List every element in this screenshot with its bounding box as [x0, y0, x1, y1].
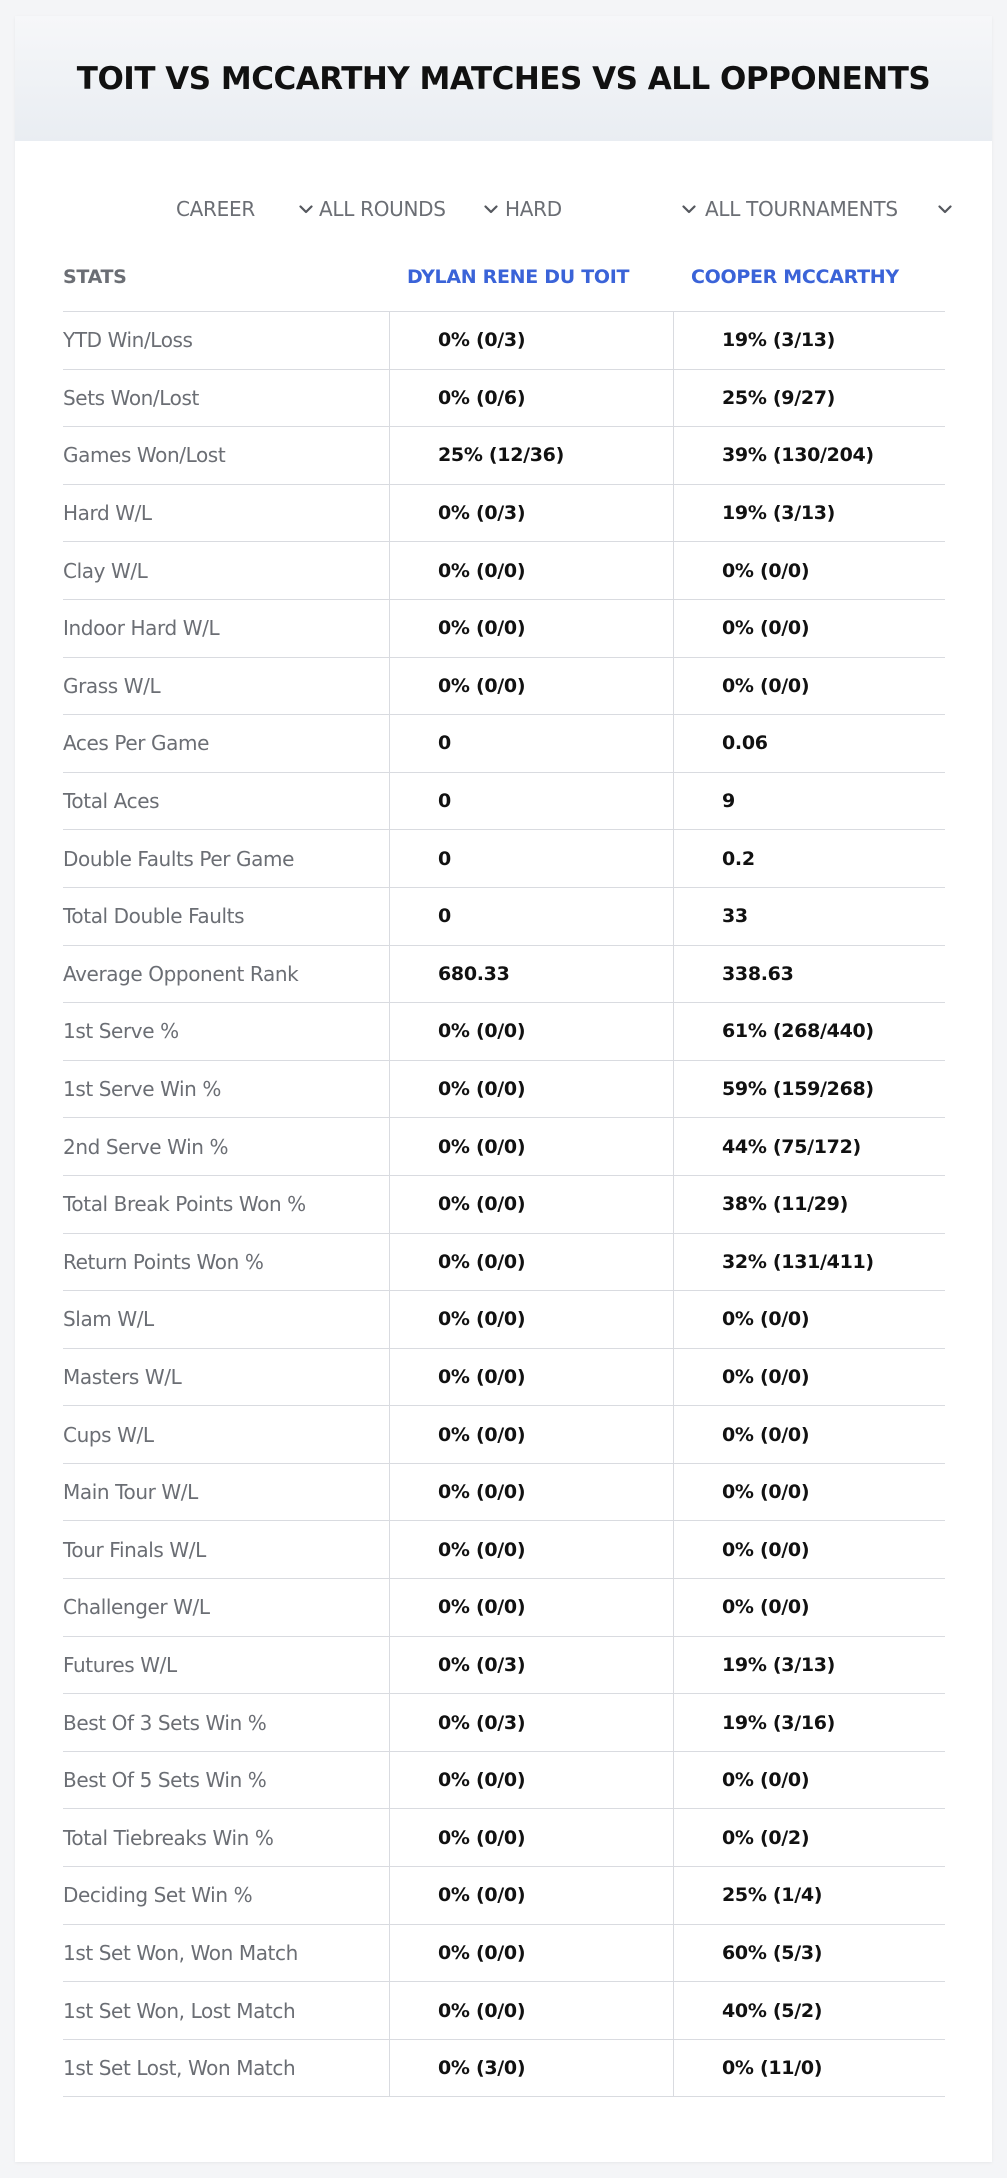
player2-value: 0% (0/0) [673, 1406, 945, 1463]
player1-value: 0 [389, 830, 673, 887]
table-row [63, 1061, 945, 1119]
player2-value: 39% (130/204) [673, 427, 945, 484]
table-row [63, 600, 945, 658]
stat-label: Cups W/L [63, 1422, 154, 1447]
stat-label: Masters W/L [63, 1364, 182, 1389]
table-row [63, 1867, 945, 1925]
table-row [63, 1176, 945, 1234]
stat-label: Deciding Set Win % [63, 1883, 253, 1908]
player2-value: 32% (131/411) [673, 1234, 945, 1291]
player1-value: 0% (0/0) [389, 1118, 673, 1175]
player2-value: 19% (3/13) [673, 485, 945, 542]
player1-value: 0% (0/0) [389, 542, 673, 599]
filter-career-label: CAREER [176, 197, 255, 221]
stat-label: Indoor Hard W/L [63, 616, 220, 641]
player1-value: 0% (0/0) [389, 1406, 673, 1463]
player1-value: 0% (0/0) [389, 658, 673, 715]
stat-label: Total Double Faults [63, 904, 245, 929]
table-row [63, 2040, 945, 2098]
player2-value: 0% (0/0) [673, 658, 945, 715]
player1-value: 0% (0/0) [389, 1521, 673, 1578]
stat-label: 1st Serve Win % [63, 1077, 221, 1102]
player2-value: 61% (268/440) [673, 1003, 945, 1060]
stat-label: YTD Win/Loss [63, 328, 193, 353]
table-row [63, 1694, 945, 1752]
table-row [63, 658, 945, 716]
player1-value: 0% (0/0) [389, 1061, 673, 1118]
stat-label: Tour Finals W/L [63, 1537, 206, 1562]
player2-value: 0% (0/0) [673, 600, 945, 657]
chevron-down-icon [483, 201, 499, 217]
chevron-down-icon [298, 201, 314, 217]
player2-value: 19% (3/16) [673, 1694, 945, 1751]
table-row [63, 1925, 945, 1983]
table-row [63, 1406, 945, 1464]
table-row [63, 1521, 945, 1579]
stat-label: Futures W/L [63, 1652, 177, 1677]
table-row [63, 946, 945, 1004]
stat-label: 1st Set Won, Won Match [63, 1940, 298, 1965]
player2-value: 0% (0/0) [673, 1579, 945, 1636]
stats-card [15, 16, 992, 2162]
table-header [63, 243, 945, 312]
header-player2-link[interactable]: COOPER MCCARTHY [691, 266, 899, 288]
page-header [15, 16, 992, 141]
table-row [63, 1982, 945, 2040]
table-row [63, 1234, 945, 1292]
player1-value: 0 [389, 888, 673, 945]
stat-label: Average Opponent Rank [63, 961, 299, 986]
player1-value: 0% (0/0) [389, 1809, 673, 1866]
player2-value: 0.06 [673, 715, 945, 772]
stat-label: Total Tiebreaks Win % [63, 1825, 274, 1850]
stat-label: Grass W/L [63, 673, 161, 698]
player1-value: 0% (0/0) [389, 1291, 673, 1348]
stat-label: Main Tour W/L [63, 1480, 198, 1505]
stat-label: Challenger W/L [63, 1595, 210, 1620]
player2-value: 0.2 [673, 830, 945, 887]
stat-label: 2nd Serve Win % [63, 1134, 229, 1159]
player1-value: 0% (0/0) [389, 1982, 673, 2039]
stat-label: Slam W/L [63, 1307, 154, 1332]
stat-label: Games Won/Lost [63, 443, 226, 468]
player1-value: 0% (0/3) [389, 1637, 673, 1694]
player1-value: 0% (0/3) [389, 485, 673, 542]
table-row [63, 773, 945, 831]
player2-value: 0% (11/0) [673, 2040, 945, 2097]
player2-value: 0% (0/0) [673, 1752, 945, 1809]
table-row [63, 485, 945, 543]
table-row [63, 1291, 945, 1349]
table-row [63, 1809, 945, 1867]
table-row [63, 542, 945, 600]
stat-label: Total Break Points Won % [63, 1192, 306, 1217]
table-row [63, 370, 945, 428]
stat-label: Clay W/L [63, 558, 148, 583]
player1-value: 0 [389, 773, 673, 830]
player2-value: 19% (3/13) [673, 312, 945, 369]
table-row [63, 1349, 945, 1407]
player2-value: 0% (0/0) [673, 1291, 945, 1348]
player1-value: 0% (0/3) [389, 1694, 673, 1751]
table-row [63, 1637, 945, 1695]
stat-label: 1st Serve % [63, 1019, 179, 1044]
table-row [63, 1464, 945, 1522]
table-row [63, 830, 945, 888]
stats-table [63, 243, 945, 2097]
player2-value: 0% (0/0) [673, 1464, 945, 1521]
player2-value: 9 [673, 773, 945, 830]
player2-value: 60% (5/3) [673, 1925, 945, 1982]
player2-value: 0% (0/0) [673, 1349, 945, 1406]
stat-label: Best Of 3 Sets Win % [63, 1710, 267, 1735]
chevron-down-icon [937, 201, 953, 217]
player1-value: 25% (12/36) [389, 427, 673, 484]
player1-value: 0 [389, 715, 673, 772]
stat-label: 1st Set Won, Lost Match [63, 1998, 296, 2023]
player1-value: 0% (0/0) [389, 1003, 673, 1060]
player2-value: 338.63 [673, 946, 945, 1003]
player2-value: 0% (0/2) [673, 1809, 945, 1866]
player1-value: 0% (0/0) [389, 1234, 673, 1291]
stat-label: Best Of 5 Sets Win % [63, 1768, 267, 1793]
player2-value: 38% (11/29) [673, 1176, 945, 1233]
player2-value: 40% (5/2) [673, 1982, 945, 2039]
player1-value: 0% (0/0) [389, 1579, 673, 1636]
player2-value: 19% (3/13) [673, 1637, 945, 1694]
player1-value: 0% (0/0) [389, 1176, 673, 1233]
table-row [63, 715, 945, 773]
header-player1-link[interactable]: DYLAN RENE DU TOIT [407, 266, 630, 288]
filter-rounds-select[interactable] [319, 189, 499, 229]
player2-value: 25% (9/27) [673, 370, 945, 427]
player1-value: 680.33 [389, 946, 673, 1003]
player2-value: 0% (0/0) [673, 542, 945, 599]
filter-surface-label: HARD [505, 197, 562, 221]
stat-label: Aces Per Game [63, 731, 209, 756]
filter-career-select[interactable] [176, 189, 314, 229]
filter-rounds-label: ALL ROUNDS [319, 197, 446, 221]
table-row [63, 1118, 945, 1176]
stat-label: Sets Won/Lost [63, 385, 199, 410]
filter-bar [15, 189, 992, 229]
table-row [63, 312, 945, 370]
player1-value: 0% (0/0) [389, 1464, 673, 1521]
table-row [63, 888, 945, 946]
chevron-down-icon [681, 201, 697, 217]
stat-label: Hard W/L [63, 501, 152, 526]
player1-value: 0% (0/0) [389, 1752, 673, 1809]
table-row [63, 1579, 945, 1637]
table-body [63, 312, 945, 2097]
filter-tournaments-select[interactable] [705, 189, 953, 229]
player1-value: 0% (0/0) [389, 1925, 673, 1982]
page-title: TOIT VS MCCARTHY MATCHES VS ALL OPPONENTS [76, 60, 931, 97]
filter-tournaments-label: ALL TOURNAMENTS [705, 197, 898, 221]
player1-value: 0% (0/3) [389, 312, 673, 369]
player1-value: 0% (0/0) [389, 600, 673, 657]
stat-label: Return Points Won % [63, 1249, 264, 1274]
header-stats: STATS [63, 266, 127, 288]
player1-value: 0% (3/0) [389, 2040, 673, 2097]
player1-value: 0% (0/0) [389, 1349, 673, 1406]
player2-value: 0% (0/0) [673, 1521, 945, 1578]
table-row [63, 1752, 945, 1810]
stat-label: 1st Set Lost, Won Match [63, 2056, 296, 2081]
table-row [63, 427, 945, 485]
player2-value: 25% (1/4) [673, 1867, 945, 1924]
stat-label: Total Aces [63, 789, 160, 814]
player2-value: 59% (159/268) [673, 1061, 945, 1118]
player1-value: 0% (0/0) [389, 1867, 673, 1924]
player2-value: 33 [673, 888, 945, 945]
player2-value: 44% (75/172) [673, 1118, 945, 1175]
player1-value: 0% (0/6) [389, 370, 673, 427]
table-row [63, 1003, 945, 1061]
filter-surface-select[interactable] [505, 189, 697, 229]
stat-label: Double Faults Per Game [63, 846, 294, 871]
